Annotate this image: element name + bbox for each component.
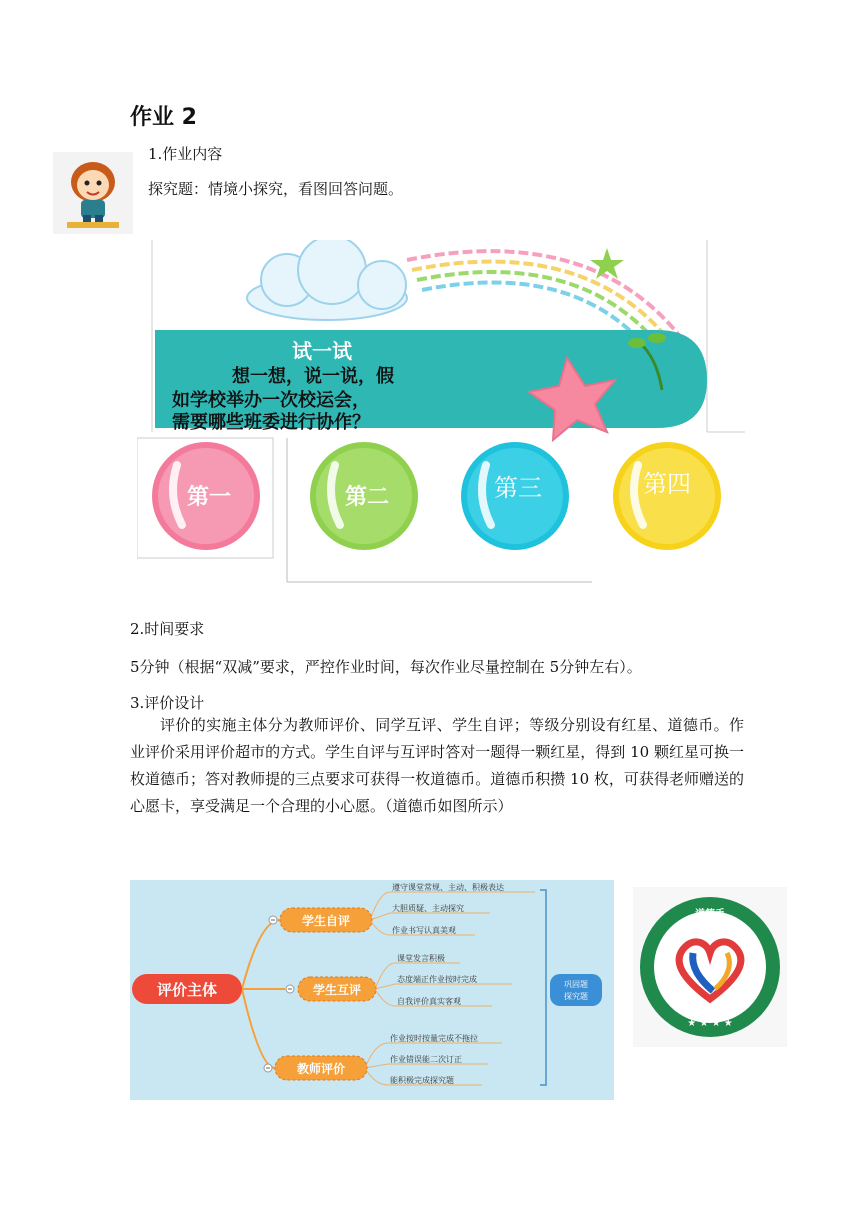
evaluation-mindmap (130, 880, 614, 1100)
leaf-item: 作业书写认真美观 (392, 926, 456, 935)
coin-stars: ★ ★ ★ ★ (687, 1018, 733, 1029)
leaf-item: 大胆质疑、主动探究 (392, 904, 464, 913)
evaluation-paragraph: 评价的实施主体分为教师评价、同学互评、学生自评；等级分别设有红星、道德币。作业评价采用评价超市的方式。学生自评与互评时答对一题得一颗红星，得到 10 颗红星可换一枚道德币；答对教师提的三点要求可获得一枚道德币。道德币积攒 10 枚，可获得老师赠送的心愿卡，享受满足一个合理的小心愿。（道德币如图所示） (130, 716, 744, 815)
leaf-item: 能积极完成探究题 (390, 1076, 454, 1085)
branch-self-eval: 学生自评 (301, 914, 351, 928)
mindmap-root: 评价主体 (156, 981, 218, 999)
banner-line-2: 如学校举办一次校运会， (172, 390, 370, 411)
banner-line-1: 想一想，说一说，假 (232, 366, 394, 387)
leaf-item: 课堂发言积极 (397, 954, 445, 963)
banner-title: 试一试 (292, 339, 352, 363)
section-content-label: 1.作业内容 (148, 145, 223, 163)
leaf-item: 遵守课堂常规、主动、积极表达 (392, 883, 504, 892)
button-first: 第一 (186, 485, 232, 510)
section-eval-label: 3.评价设计 (130, 694, 205, 712)
coin-label: 道德币 (695, 909, 725, 920)
page-heading: 作业 2 (130, 105, 197, 130)
button-fourth: 第四 (643, 470, 691, 498)
activity-banner-image (137, 240, 747, 585)
button-second: 第二 (344, 485, 390, 510)
branch-teacher-eval: 教师评价 (296, 1062, 346, 1076)
branch-peer-eval: 学生互评 (312, 983, 362, 997)
time-text: 5分钟（根据“双减”要求，严控作业时间，每次作业尽量控制在 5分钟左右）。 (130, 658, 642, 676)
side-node-line-1: 巩固题 (564, 980, 588, 989)
section-time-label: 2.时间要求 (130, 620, 205, 638)
button-third: 第三 (494, 474, 542, 502)
leaf-item: 自我评价真实客观 (397, 997, 461, 1006)
leaf-item: 态度端正作业按时完成 (397, 975, 477, 984)
question-text: 探究题：情境小探究，看图回答问题。 (148, 180, 404, 198)
side-node-line-2: 探究题 (564, 992, 588, 1001)
leaf-item: 作业错误能二次订正 (390, 1055, 462, 1064)
banner-line-3: 需要哪些班委进行协作？ (172, 412, 370, 433)
leaf-item: 作业按时按量完成不拖拉 (390, 1034, 478, 1043)
morality-coin-image (633, 887, 787, 1047)
cartoon-boy-image (53, 152, 133, 234)
